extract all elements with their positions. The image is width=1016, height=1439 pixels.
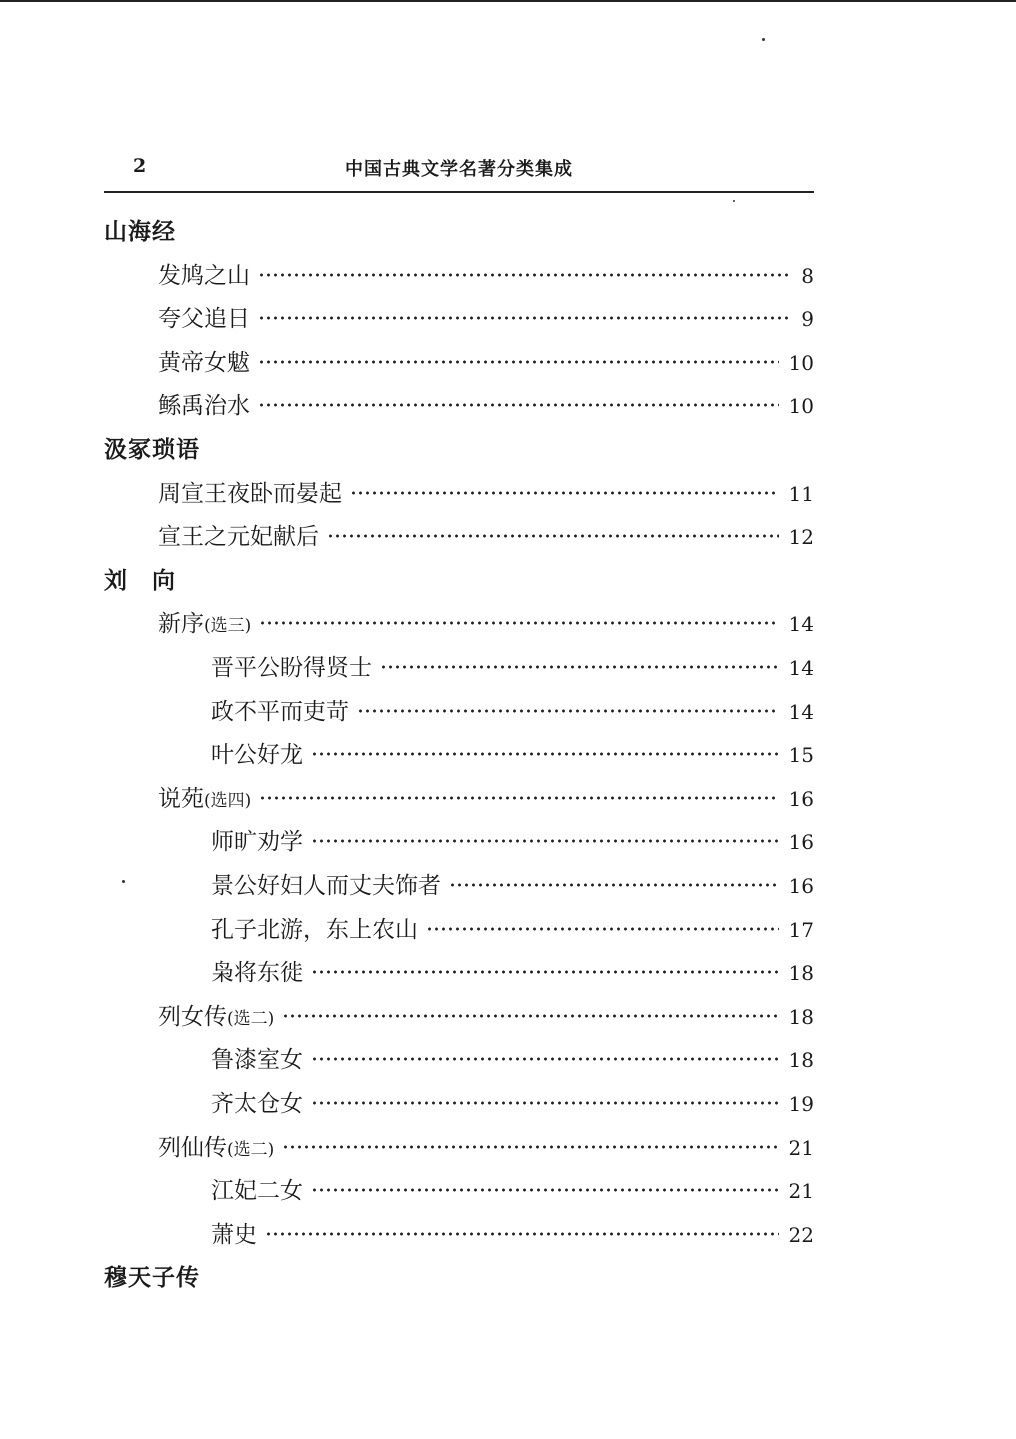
toc-page-number: 18 [788, 961, 814, 986]
toc-entry[interactable] [158, 387, 814, 420]
page-number: 2 [133, 155, 147, 177]
toc-entry[interactable] [158, 300, 814, 333]
toc-title: 萧史 [211, 1221, 257, 1248]
dot-leader [282, 1144, 778, 1150]
dot-leader [259, 795, 778, 801]
toc-note: (选四) [204, 790, 252, 811]
toc-title: 叶公好龙 [211, 742, 303, 769]
toc-page-number: 8 [801, 263, 814, 288]
scan-speck [733, 200, 735, 202]
toc-entry[interactable] [158, 998, 814, 1028]
toc-page-number: 16 [788, 874, 814, 898]
dot-leader [311, 1100, 779, 1106]
toc-entry[interactable] [211, 1041, 814, 1074]
toc-entry[interactable] [211, 736, 814, 769]
toc-page-number: 22 [788, 1222, 814, 1247]
toc-title: 发鸠之山 [158, 262, 250, 289]
toc-title: 山海经 [104, 218, 176, 245]
toc-page-number: 16 [788, 786, 814, 811]
dot-leader [449, 882, 779, 888]
toc-title: 说苑 [158, 785, 204, 812]
toc-page-number: 14 [788, 699, 814, 724]
dot-leader [282, 1013, 778, 1019]
dot-leader [259, 620, 778, 626]
toc-page-number: 16 [788, 830, 814, 855]
toc-title: 穆天子传 [104, 1264, 200, 1292]
toc-page-number: 19 [788, 1092, 814, 1116]
dot-leader [357, 708, 779, 714]
dot-leader [311, 751, 779, 757]
toc-entry[interactable] [211, 823, 814, 856]
toc-page-number: 18 [788, 1004, 814, 1029]
toc-page-number: 10 [788, 350, 814, 375]
toc-entry[interactable] [211, 1172, 814, 1205]
toc-title: 政不平而吏苛 [211, 698, 349, 725]
toc-title: 鲧禹治水 [158, 393, 250, 420]
toc-page-number: 12 [788, 525, 814, 550]
dot-leader [380, 664, 779, 670]
toc-note: (选二) [227, 1139, 275, 1160]
toc-page-number: 15 [788, 743, 814, 768]
toc-entry[interactable] [211, 693, 814, 723]
scan-speck [762, 38, 765, 41]
toc-title: 周宣王夜卧而晏起 [158, 480, 342, 507]
toc-page-number: 21 [788, 1179, 814, 1204]
toc-title: 齐太仓女 [211, 1091, 303, 1117]
toc-title: 枭将东徙 [211, 960, 303, 987]
toc-title: 宣王之元妃献后 [158, 524, 319, 551]
toc-title: 刘 向 [104, 566, 176, 594]
toc-entry[interactable] [211, 649, 814, 679]
toc-title: 孔子北游，东上农山 [211, 916, 418, 943]
scan-speck [122, 880, 125, 883]
toc-entry[interactable] [158, 1129, 814, 1159]
toc-page-number: 18 [788, 1048, 814, 1073]
toc-entry[interactable] [158, 257, 814, 287]
toc-page-number: 14 [788, 612, 814, 637]
toc-section-heading [104, 562, 176, 592]
toc-title: 晋平公盼得贤士 [211, 655, 372, 681]
toc-entry[interactable] [158, 605, 814, 638]
toc-title: 黄帝女魃 [158, 349, 250, 376]
toc-note: (选三) [204, 616, 252, 637]
toc-title: 江妃二女 [211, 1178, 303, 1205]
toc-section-heading [104, 431, 200, 461]
dot-leader [258, 315, 791, 321]
dot-leader [265, 1231, 779, 1237]
dot-leader [311, 838, 779, 844]
toc-page-number: 11 [788, 481, 814, 506]
dot-leader [258, 272, 791, 278]
toc-section-heading [104, 213, 176, 243]
dot-leader [350, 490, 779, 496]
toc-page-number: 21 [788, 1135, 814, 1160]
toc-entry[interactable] [211, 1085, 814, 1115]
dot-leader [426, 926, 779, 932]
dot-leader [311, 1056, 779, 1062]
toc-title: 汲冢琐语 [104, 436, 200, 463]
toc-entry[interactable] [211, 867, 814, 897]
toc-title: 列仙传 [158, 1134, 227, 1161]
toc-entry[interactable] [158, 780, 814, 810]
toc-entry[interactable] [158, 344, 814, 374]
toc-entry[interactable] [158, 475, 814, 505]
toc-entry[interactable] [211, 954, 814, 987]
toc-title: 景公好妇人而丈夫饰者 [211, 873, 441, 899]
toc-title: 夸父追日 [158, 306, 250, 333]
toc-title: 新序 [158, 611, 204, 638]
toc-note: (选二) [227, 1008, 275, 1029]
toc-page-number: 14 [788, 656, 814, 680]
dot-leader [258, 402, 779, 408]
dot-leader [311, 969, 779, 975]
toc-entry[interactable] [211, 911, 814, 941]
toc-page-number: 10 [788, 394, 814, 419]
dot-leader [327, 533, 779, 539]
toc-page-number: 9 [801, 307, 814, 332]
toc-page-number: 17 [788, 917, 814, 942]
toc-section-heading [104, 1259, 200, 1292]
running-title: 中国古典文学名著分类集成 [345, 159, 573, 180]
toc-title: 师旷劝学 [211, 829, 303, 856]
toc-title: 列女传 [158, 1003, 227, 1030]
toc-entry[interactable] [158, 518, 814, 551]
dot-leader [258, 359, 779, 365]
toc-title: 鲁漆室女 [211, 1047, 303, 1074]
toc-entry[interactable] [211, 1216, 814, 1246]
dot-leader [311, 1187, 779, 1193]
